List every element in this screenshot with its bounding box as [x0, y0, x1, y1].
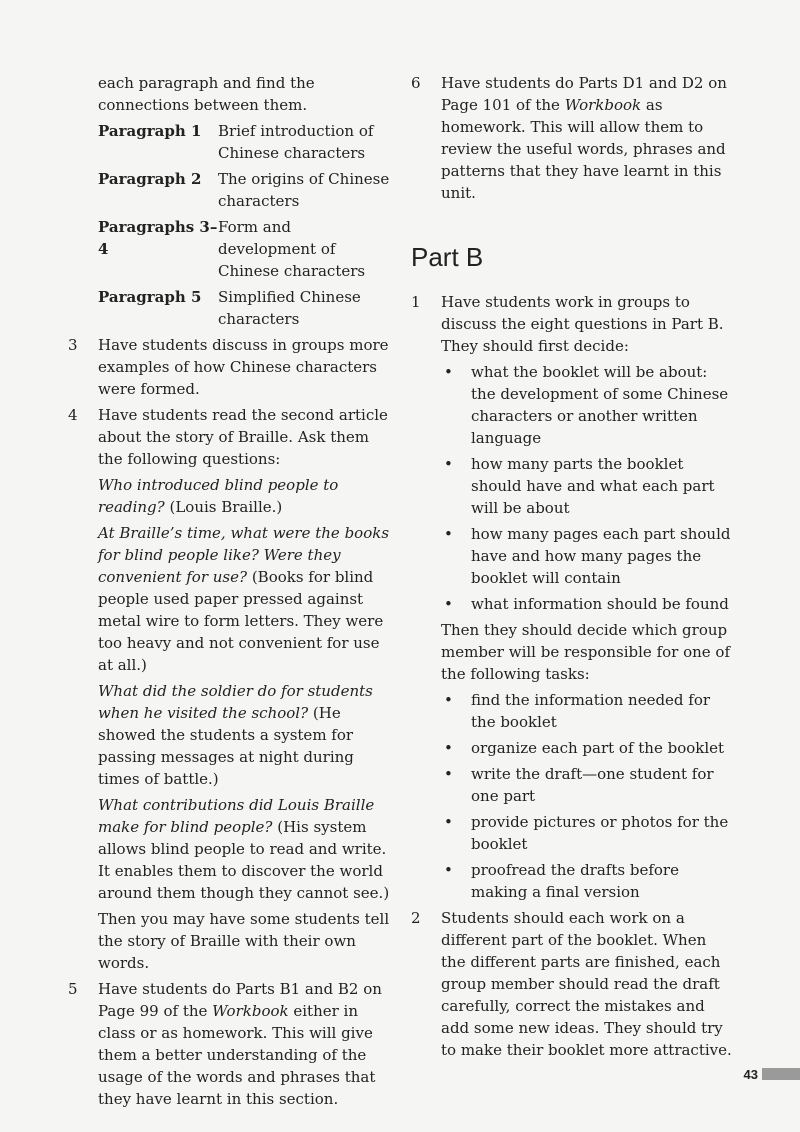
list-item: • proofread the drafts before making a final version: [444, 861, 679, 901]
paragraph-row: [98, 286, 392, 330]
item-number: 2: [411, 909, 421, 927]
paragraph-summary: The origins of Chinese characters: [218, 170, 390, 210]
list-item-6: [405, 72, 735, 204]
item-number: 4: [68, 406, 78, 424]
list-item-4: [62, 404, 392, 974]
answer-text: (His system allows blind people to read and write. It enables them to discover the world around them though they cannot see.): [98, 818, 390, 902]
question-answer: [98, 794, 392, 904]
paragraph-table: [62, 120, 392, 330]
bullet-icon: •: [444, 525, 453, 543]
list-item-3: [62, 334, 392, 400]
list-item: • write the draft—one student for one part: [444, 765, 714, 805]
page-number-text: 43: [743, 1066, 758, 1082]
decision-list: [441, 361, 735, 615]
item-number: 3: [68, 336, 78, 354]
left-column: [62, 72, 392, 1114]
book-title: Workbook: [564, 96, 642, 114]
paragraph-row: [98, 120, 392, 164]
question-answer: [98, 522, 392, 676]
question-text: What did the soldier do for students when he visited the school?: [98, 682, 373, 722]
then-text: Then they should decide which group member will be responsible for one of the following tasks:: [441, 621, 731, 683]
list-item-5: [62, 978, 392, 1110]
question-text: At Braille’s time, what were the books for blind people like? Were they convenient for use?: [98, 524, 390, 586]
list-item: • what information should be found: [444, 595, 729, 613]
section-heading: Part B: [411, 242, 484, 272]
paragraph-label: Paragraph 5: [98, 288, 202, 306]
paragraph-label: Paragraphs 3–4: [98, 218, 218, 258]
item-text: Have students read the second article about the story of Braille. Ask them the following questions:: [98, 406, 388, 468]
item-number: 6: [411, 74, 421, 92]
paragraph-row: [98, 168, 392, 212]
list-item: • what the booklet will be about: the development of some Chinese characters or another written language: [444, 363, 729, 447]
list-item: • how many parts the booklet should have and what each part will be about: [444, 455, 715, 517]
item-text: [98, 978, 392, 1110]
paragraph-label: Paragraph 2: [98, 170, 202, 188]
item-text: Have students work in groups to discuss the eight questions in Part B. They should first decide:: [441, 293, 724, 355]
item-text: Have students discuss in groups more examples of how Chinese characters were formed.: [98, 336, 389, 398]
part-b-item-2: [405, 907, 735, 1061]
bullet-icon: •: [444, 363, 453, 381]
bullet-icon: •: [444, 765, 453, 783]
item-number: 5: [68, 980, 78, 998]
paragraph-label: Paragraph 1: [98, 122, 202, 140]
book-title: Workbook: [212, 1002, 289, 1020]
bullet-icon: •: [444, 595, 453, 613]
part-b-item-1: [405, 291, 735, 903]
answer-text: (Books for blind people used paper pressed against metal wire to form letters. They were too heavy and not convenient for use at all.): [98, 568, 384, 674]
bullet-icon: •: [444, 691, 453, 709]
item-number: 1: [411, 293, 421, 311]
question-answer: [98, 474, 392, 518]
text-part: Have students do Parts D1 and D2 on Page 101 of the: [441, 74, 727, 114]
text-part: either in class or as homework. This will give them a better understanding of the usage of the words and phrases that they have learnt in this section.: [98, 1002, 376, 1108]
paragraph-summary: Brief introduction of Chinese characters: [218, 122, 374, 162]
list-item: • provide pictures or photos for the booklet: [444, 813, 729, 853]
right-column: [405, 72, 735, 1065]
question-text: What contributions did Louis Braille make for blind people?: [98, 796, 375, 836]
task-list: [441, 689, 735, 903]
closing-text: Then you may have some students tell the story of Braille with their own words.: [98, 910, 390, 972]
paragraph-summary: Simplified Chinese characters: [218, 288, 361, 328]
bullet-icon: •: [444, 813, 453, 831]
list-item: • how many pages each part should have and how many pages the booklet will contain: [444, 525, 731, 587]
item-text: Students should each work on a different part of the booklet. When the different parts are finished, each group member should read the draft carefully, correct the mistakes and add some new ideas. They should try to make their booklet more attractive.: [441, 909, 732, 1059]
answer-text: (He showed the students a system for passing messages at night during times of battle.): [98, 704, 354, 788]
intro-text: each paragraph and find the connections between them.: [98, 74, 315, 114]
question-text: Who introduced blind people to reading?: [98, 476, 339, 516]
question-answer: [98, 680, 392, 790]
text-part: Have students do Parts B1 and B2 on Page 99 of the: [98, 980, 382, 1020]
bullet-icon: •: [444, 861, 453, 879]
page-tab-bar: [762, 1068, 800, 1080]
bullet-icon: •: [444, 739, 453, 757]
text-part: as homework. This will allow them to review the useful words, phrases and patterns that they have learnt in this unit.: [441, 96, 726, 202]
list-item: • find the information needed for the booklet: [444, 691, 711, 731]
list-item: • organize each part of the booklet: [444, 739, 725, 757]
bullet-icon: •: [444, 455, 453, 473]
answer-text: (Louis Braille.): [164, 498, 283, 516]
page-number: [744, 1066, 800, 1082]
item-text: [441, 72, 735, 204]
paragraph-row: [98, 216, 392, 282]
paragraph-summary: Form and development of Chinese characters: [218, 218, 366, 280]
